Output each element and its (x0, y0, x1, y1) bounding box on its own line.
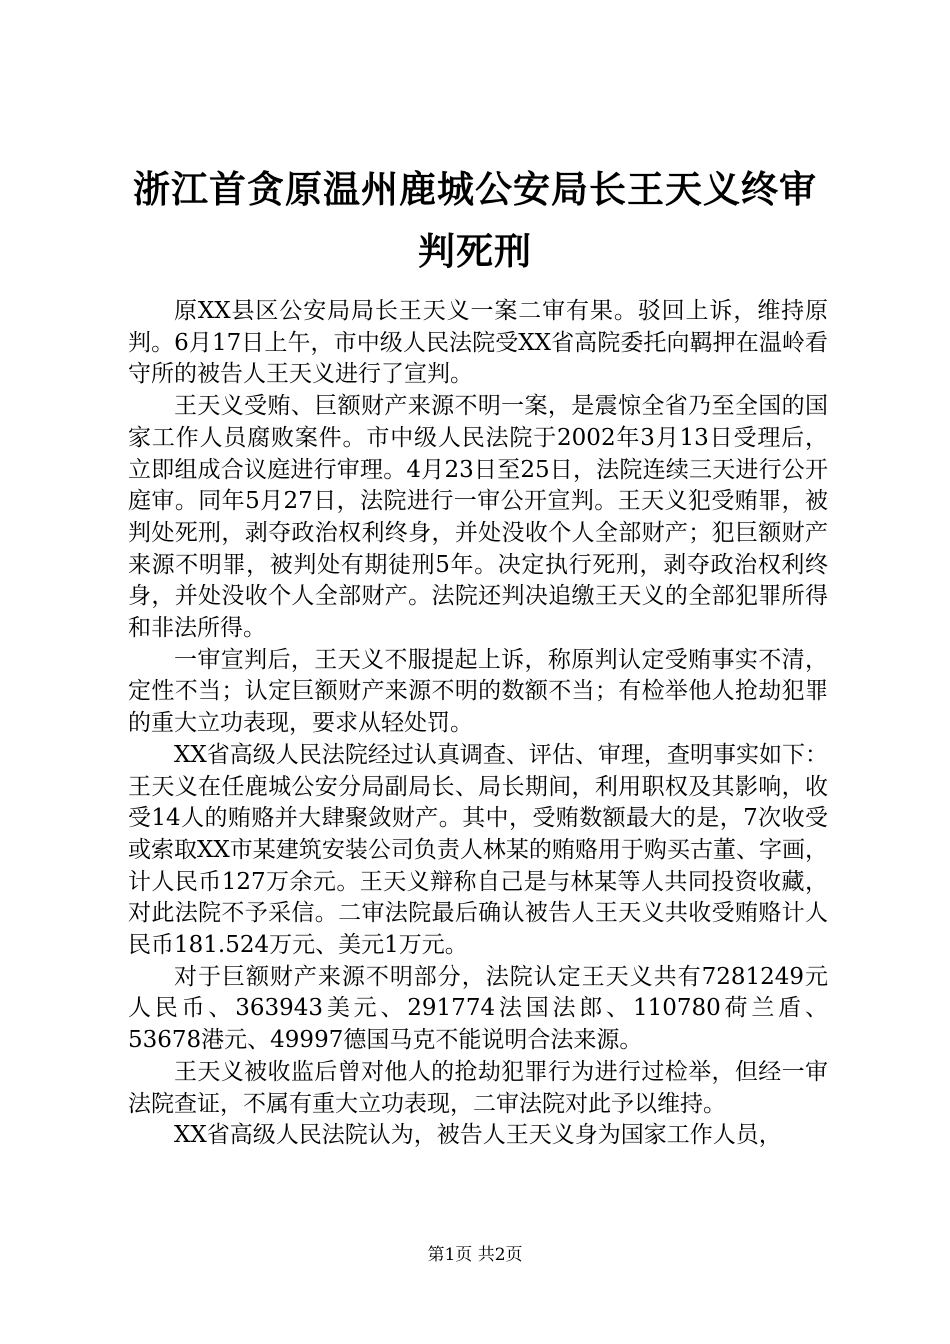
page-number-footer: 第1页 共2页 (427, 1245, 523, 1265)
paragraph-6: 王天义被收监后曾对他人的抢劫犯罪行为进行过检举，但经一审法院查证，不属有重大立功表现，二审法院对此予以维持。 (128, 1058, 828, 1117)
document-body (128, 296, 828, 1152)
paragraph-7: XX省高级人民法院认为，被告人王天义身为国家工作人员， (174, 1122, 782, 1149)
paragraph-4: XX省高级人民法院经过认真调查、评估、审理，查明事实如下：王天义在任鹿城公安分局副局长、局长期间，利用职权及其影响，收受14人的贿赂并大肆聚敛财产。其中，受贿数额最大的是，7次收受或索取XX市某建筑安装公司负责人林某的贿赂用于购买古董、字画，计人民币127万余元。王天义辩称自己是与林某等人共同投资收藏，对此法院不予采信。二审法院最后确认被告人王天义共收受贿赂计人民币181.524万元、美元1万元。 (128, 741, 828, 959)
document-title: 浙江首贪原温州鹿城公安局长王天义终审判死刑 (133, 167, 817, 273)
paragraph-5: 对于巨额财产来源不明部分，法院认定王天义共有7281249元人民币、363943美元、291774法国法郎、110780荷兰盾、53678港元、49997德国马克不能说明合法来源。 (128, 963, 828, 1054)
paragraph-3: 一审宣判后，王天义不服提起上诉，称原判认定受贿事实不清，定性不当；认定巨额财产来源不明的数额不当；有检举他人抢劫犯罪的重大立功表现，要求从轻处罚。 (128, 646, 828, 737)
paragraph-2: 王天义受贿、巨额财产来源不明一案，是震惊全省乃至全国的国家工作人员腐败案件。市中级人民法院于2002年3月13日受理后，立即组成合议庭进行审理。4月23日至25日，法院连续三天进行公开庭审。同年5月27日，法院进行一审公开宣判。王天义犯受贿罪，被判处死刑，剥夺政治权利终身，并处没收个人全部财产；犯巨额财产来源不明罪，被判处有期徒刑5年。决定执行死刑，剥夺政治权利终身，并处没收个人全部财产。法院还判决追缴王天义的全部犯罪所得和非法所得。 (128, 393, 828, 642)
paragraph-1: 原XX县区公安局局长王天义一案二审有果。驳回上诉，维持原判。6月17日上午，市中级人民法院受XX省高院委托向羁押在温岭看守所的被告人王天义进行了宣判。 (128, 298, 828, 388)
